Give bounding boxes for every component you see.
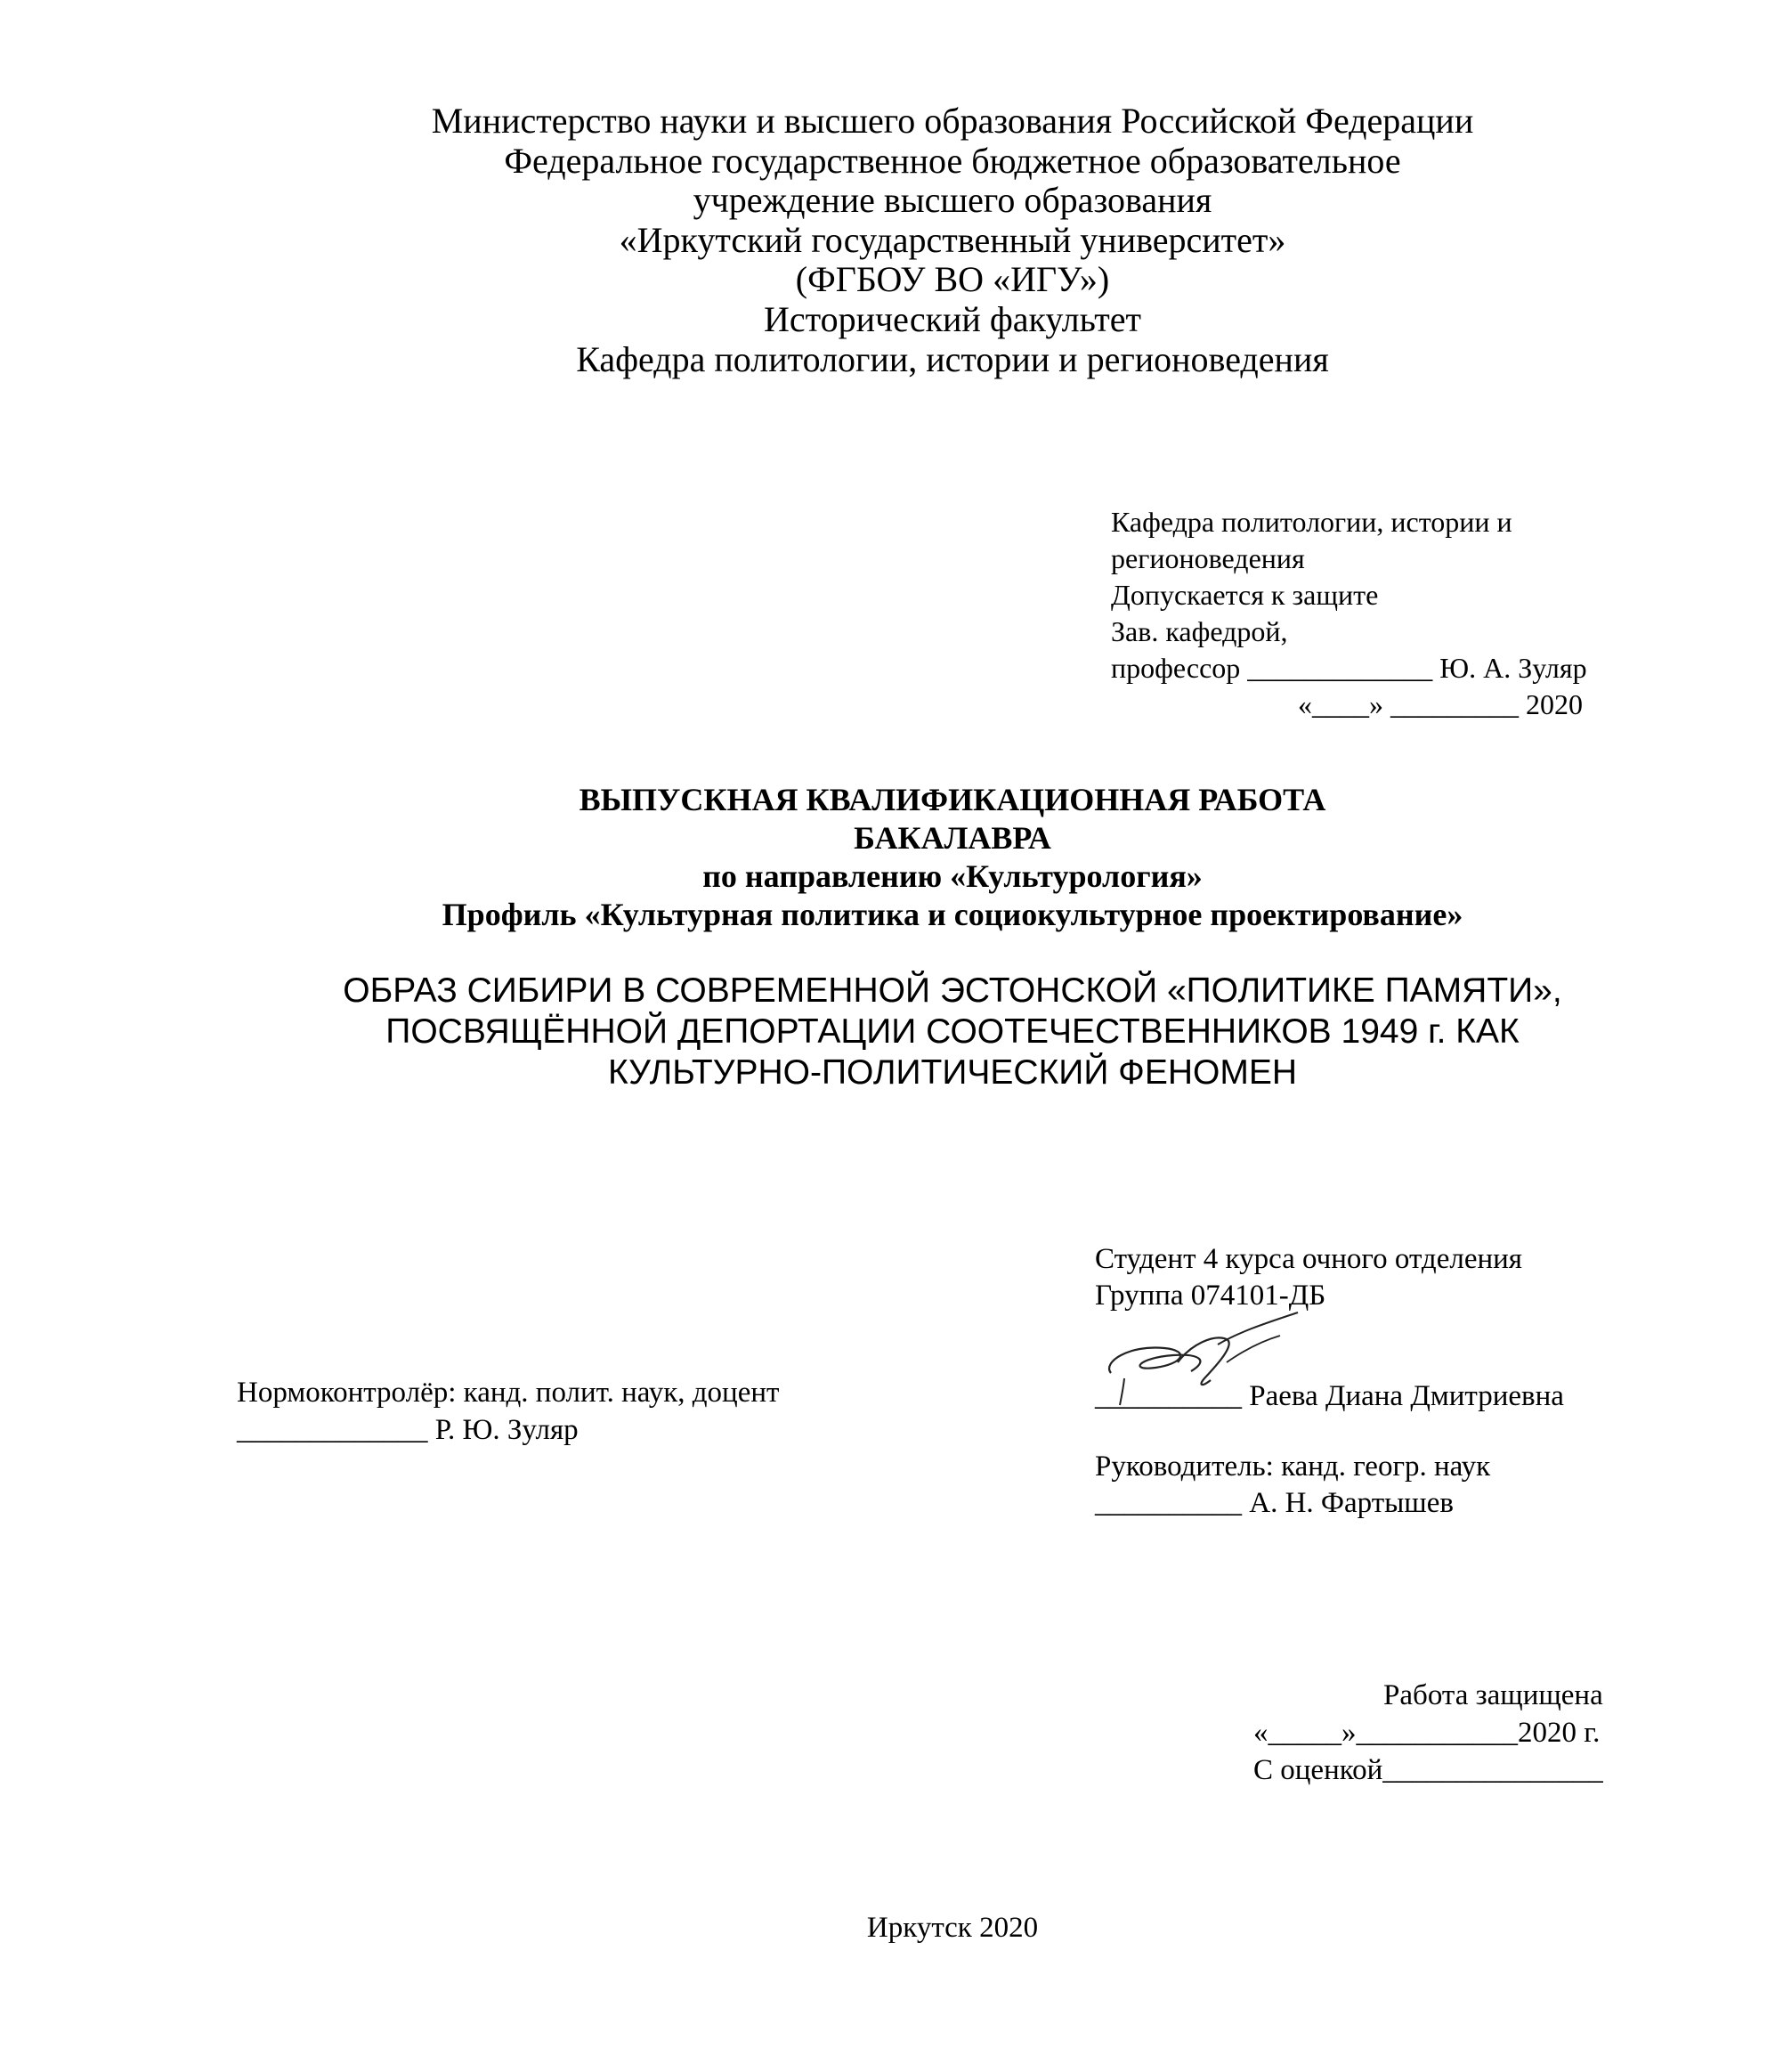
city-year: Иркутск 2020 [866, 1912, 1039, 1944]
work-profile: Профиль «Культурная политика и социокультурное проектирование» [442, 897, 1463, 932]
approval-department: Кафедра политологии, истории и [1111, 506, 1512, 538]
ministry-line: Министерство науки и высшего образования Российской Федерации [431, 101, 1474, 141]
work-type-title: ВЫПУСКНАЯ КВАЛИФИКАЦИОННАЯ РАБОТА [579, 782, 1326, 817]
faculty-name: Исторический факультет [763, 298, 1142, 339]
institution-header [223, 102, 1682, 379]
defense-grade: С оценкой_______________ [1253, 1754, 1603, 1786]
defense-block [1253, 1677, 1603, 1789]
work-degree-title: БАКАЛАВРА [854, 820, 1051, 856]
handwritten-signature [1093, 1309, 1307, 1407]
defense-status: Работа защищена [1383, 1679, 1603, 1711]
approval-date: «____» _________ 2020 [1298, 688, 1583, 720]
supervisor-title: Руководитель: канд. геогр. наук [1095, 1450, 1491, 1483]
student-course: Студент 4 курса очного отделения [1095, 1243, 1522, 1275]
approval-professor-signature: профессор _____________ Ю. А. Зуляр [1111, 652, 1587, 684]
work-topic [223, 971, 1682, 1093]
topic-line-1: ОБРАЗ СИБИРИ В СОВРЕМЕННОЙ ЭСТОНСКОЙ «ПОЛИТИКЕ ПАМЯТИ», [343, 971, 1562, 1010]
university-abbreviation: (ФГБОУ ВО «ИГУ») [795, 259, 1110, 300]
approval-block [1111, 504, 1587, 723]
defense-date: «_____»___________2020 г. [1253, 1717, 1601, 1749]
approval-department-cont: регионоведения [1111, 542, 1305, 574]
department-name: Кафедра политологии, истории и регионоведения [576, 338, 1329, 379]
supervisor-signature-line: __________ А. Н. Фартышев [1095, 1487, 1454, 1519]
university-name: «Иркутский государственный университет» [619, 219, 1286, 260]
normocontroller-title: Нормоконтролёр: канд. полит. наук, доцент [237, 1377, 780, 1409]
topic-line-2: ПОСВЯЩЁННОЙ ДЕПОРТАЦИИ СООТЕЧЕСТВЕННИКОВ 1949 г. КАК [385, 1012, 1520, 1051]
topic-line-3: КУЛЬТУРНО-ПОЛИТИЧЕСКИЙ ФЕНОМЕН [607, 1053, 1298, 1092]
approval-head: Зав. кафедрой, [1111, 615, 1288, 647]
work-direction: по направлению «Культурология» [702, 858, 1203, 894]
normocontroller-block [237, 1374, 779, 1449]
student-signature-line: __________ Раева Диана Дмитриевна [1095, 1380, 1564, 1412]
institution-type-line: Федеральное государственное бюджетное образовательное [504, 140, 1401, 181]
normocontroller-signature-line: _____________ Р. Ю. Зуляр [237, 1414, 579, 1446]
approval-admission: Допускается к защите [1111, 579, 1379, 611]
work-title-block [223, 781, 1682, 934]
student-group: Группа 074101-ДБ [1095, 1280, 1326, 1312]
institution-type-line-2: учреждение высшего образования [693, 180, 1212, 221]
